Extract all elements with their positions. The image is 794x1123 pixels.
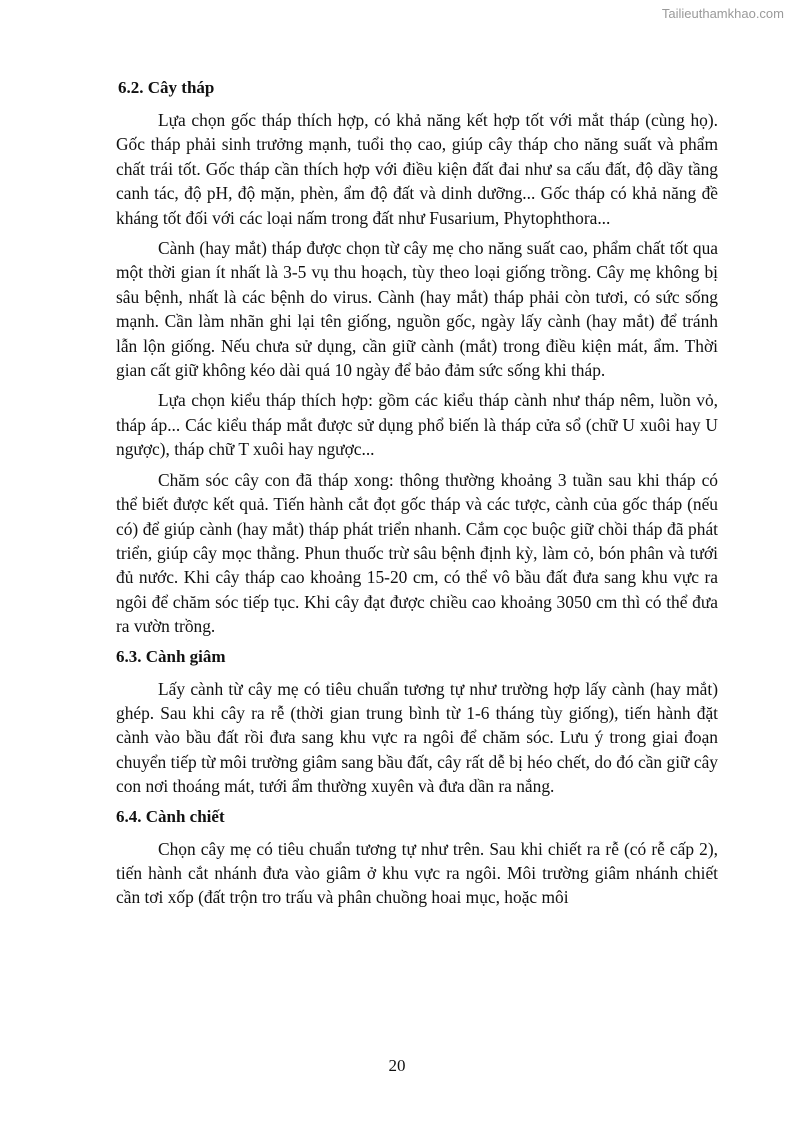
- section-heading-6-2: 6.2. Cây tháp: [118, 78, 215, 97]
- section-heading-6-4: 6.4. Cành chiết: [116, 806, 225, 826]
- paragraph: Cành (hay mắt) tháp được chọn từ cây mẹ cho năng suất cao, phẩm chất tốt qua một thời gian ít nhất là 3-5 vụ thu hoạch, tùy theo loại giống trồng. Cây mẹ không bị sâu bệnh, nhất là các bệnh do virus. Cành (hay mắt) tháp phải còn tươi, có sức sống mạnh. Cần làm nhãn ghi lại tên giống, nguồn gốc, ngày lấy cành (hay mắt) để tránh lẫn lộn giống. Nếu chưa sử dụng, cần giữ cành (mắt) trong điều kiện mát, ẩm. Thời gian cất giữ không kéo dài quá 10 ngày để bảo đảm sức sống khi tháp.: [116, 238, 718, 381]
- paragraph: Lựa chọn gốc tháp thích hợp, có khả năng kết hợp tốt với mắt tháp (cùng họ). Gốc tháp phải sinh trưởng mạnh, tuổi thọ cao, giúp cây tháp cho năng suất và phẩm chất trái tốt. Gốc tháp cần thích hợp với điều kiện đất đai như sa cấu đất, độ dầy tầng canh tác, độ pH, độ mặn, phèn, ẩm độ đất và dinh dưỡng... Gốc tháp có khả năng đề kháng tốt đối với các loại nấm trong đất như Fusarium, Phytophthora...: [116, 110, 718, 228]
- paragraph: Lựa chọn kiểu tháp thích hợp: gồm các kiểu tháp cành như tháp nêm, luồn vỏ, tháp áp... Các kiểu tháp mắt được sử dụng phổ biến là tháp cửa sổ (chữ U xuôi hay U ngược), tháp chữ T xuôi hay ngược...: [116, 390, 718, 460]
- watermark: Tailieuthamkhao.com: [661, 6, 784, 21]
- page-number: 20: [388, 1056, 406, 1075]
- page-body: [116, 76, 718, 916]
- paragraph: Chăm sóc cây con đã tháp xong: thông thường khoảng 3 tuần sau khi tháp có thể biết được kết quả. Tiến hành cắt đọt gốc tháp và các tược, cành của gốc tháp (nếu có) để giúp cành (hay mắt) tháp phát triển nhanh. Cắm cọc buộc giữ chồi tháp đã phát triển, giúp cây mọc thẳng. Phun thuốc trừ sâu bệnh định kỳ, làm cỏ, bón phân và tưới đủ nước. Khi cây tháp cao khoảng 15-20 cm, có thể vô bầu đất đưa sang khu vực ra ngôi để chăm sóc tiếp tục. Khi cây đạt được chiều cao khoảng 3050 cm thì có thể đưa ra vườn trồng.: [116, 469, 718, 637]
- section-heading-6-3: 6.3. Cành giâm: [116, 646, 226, 666]
- paragraph: Chọn cây mẹ có tiêu chuẩn tương tự như trên. Sau khi chiết ra rễ (có rễ cấp 2), tiến hành cắt nhánh đưa vào giâm ở khu vực ra ngôi. Môi trường giâm nhánh chiết cần tơi xốp (đất trộn tro trấu và phân chuồng hoai mục, hoặc môi: [116, 838, 718, 908]
- paragraph: Lấy cành từ cây mẹ có tiêu chuẩn tương tự như trường hợp lấy cành (hay mắt) ghép. Sau khi cây ra rễ (thời gian trung bình từ 1-6 tháng tùy giống), tiến hành đặt cành vào bầu đất rồi đưa sang khu vực ra ngôi để chăm sóc. Lưu ý trong giai đoạn chuyển tiếp từ môi trường giâm sang bầu đất, cây rất dễ bị héo chết, do đó cần giữ cây con nơi thoáng mát, tưới ẩm thường xuyên và đưa dần ra nắng.: [116, 678, 718, 797]
